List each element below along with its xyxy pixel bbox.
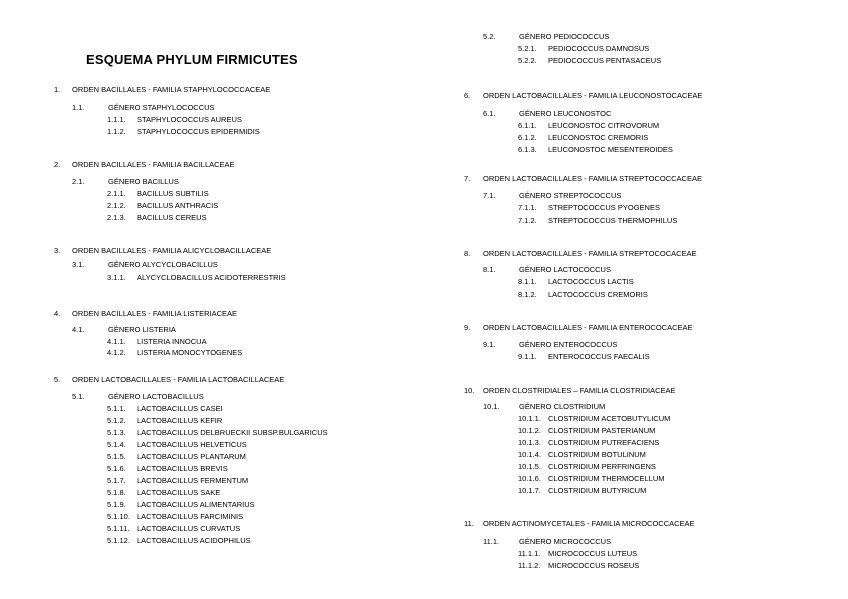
outline-text: STREPTOCOCCUS THERMOPHILUS (548, 216, 678, 225)
outline-number: 2.1. (72, 177, 85, 186)
outline-text: LACTOBACILLUS BREVIS (137, 464, 228, 473)
order-heading (54, 85, 271, 95)
species-item (107, 273, 286, 283)
outline-text: LACTOCOCCUS LACTIS (548, 277, 634, 286)
outline-text: ORDEN BACILLALES - FAMILIA STAPHYLOCOCCACEAE (72, 85, 271, 94)
outline-number: 1.1.2. (107, 127, 126, 136)
order-heading (464, 323, 693, 333)
outline-text: LACTOBACILLUS HELVETICUS (137, 440, 247, 449)
species-item (518, 414, 671, 424)
genus-heading (483, 402, 606, 412)
outline-number: 7.1. (483, 191, 496, 200)
outline-number: 2.1.1. (107, 189, 126, 198)
outline-number: 8.1. (483, 265, 496, 274)
species-item (107, 337, 207, 347)
outline-text: CLOSTRIDIUM BUTYRICUM (548, 486, 647, 495)
outline-text: ORDEN BACILLALES - FAMILIA LISTERIACEAE (72, 309, 238, 318)
outline-number: 11.1.1. (518, 549, 541, 558)
species-item (107, 488, 221, 498)
genus-heading (483, 109, 612, 119)
outline-number: 2.1.3. (107, 213, 126, 222)
outline-text: ORDEN LACTOBACILLALES - FAMILIA STREPTOCOCACEAE (483, 249, 697, 258)
outline-number: 8. (464, 249, 471, 258)
outline-text: CLOSTRIDIUM BOTULINUM (548, 450, 646, 459)
outline-text: ENTEROCOCCUS FAECALIS (548, 352, 650, 361)
species-item (107, 115, 242, 125)
outline-text: CLOSTRIDIUM PERFRINGENS (548, 462, 656, 471)
order-heading (464, 174, 702, 184)
outline-text: LACTOBACILLUS DELBRUECKII SUBSP.BULGARICUS (137, 428, 328, 437)
species-item (518, 203, 660, 213)
outline-number: 5.1.7. (107, 476, 126, 485)
outline-text: LEUCONOSTOC CREMORIS (548, 133, 649, 142)
species-item (518, 56, 662, 66)
outline-text: LEUCONOSTOC MESENTEROIDES (548, 145, 673, 154)
order-heading (54, 160, 235, 170)
species-item (107, 428, 328, 438)
outline-number: 10. (464, 386, 475, 395)
outline-number: 5.2.2. (518, 56, 537, 65)
genus-heading (72, 177, 179, 187)
order-heading (464, 386, 676, 396)
outline-number: 5.1.9. (107, 500, 126, 509)
outline-text: BACILLUS CEREUS (137, 213, 207, 222)
outline-number: 6.1.2. (518, 133, 537, 142)
outline-text: PEDIOCOCCUS DAMNOSUS (548, 44, 650, 53)
outline-number: 1.1. (72, 103, 85, 112)
outline-text: CLOSTRIDIUM THERMOCELLUM (548, 474, 665, 483)
outline-number: 5. (54, 375, 61, 384)
outline-text: CLOSTRIDIUM PASTERIANUM (548, 426, 656, 435)
outline-text: BACILLUS SUBTILIS (137, 189, 209, 198)
outline-text: GÉNERO PEDIOCOCCUS (519, 32, 610, 41)
outline-text: LACTOCOCCUS CREMORIS (548, 290, 648, 299)
outline-number: 5.1.1. (107, 404, 126, 413)
species-item (107, 476, 249, 486)
outline-number: 5.1.6. (107, 464, 126, 473)
genus-heading (72, 392, 204, 402)
genus-heading (483, 537, 612, 547)
outline-number: 5.1.5. (107, 452, 126, 461)
outline-text: LISTERIA INNOCUA (137, 337, 207, 346)
outline-text: GÉNERO CLOSTRIDIUM (519, 402, 606, 411)
outline-number: 2. (54, 160, 61, 169)
species-item (107, 189, 209, 199)
outline-text: LACTOBACILLUS CASEI (137, 404, 223, 413)
outline-number: 3.1.1. (107, 273, 126, 282)
outline-text: CLOSTRIDIUM ACETOBUTYLICUM (548, 414, 671, 423)
outline-number: 10.1. (483, 402, 500, 411)
species-item (518, 426, 656, 436)
outline-number: 9. (464, 323, 471, 332)
outline-number: 7. (464, 174, 471, 183)
outline-number: 8.1.1. (518, 277, 537, 286)
genus-heading (72, 103, 215, 113)
outline-text: CLOSTRIDIUM PUTREFACIENS (548, 438, 660, 447)
outline-number: 6.1.1. (518, 121, 537, 130)
species-item (518, 561, 640, 571)
outline-text: STAPHYLOCOCCUS EPIDERMIDIS (137, 127, 260, 136)
outline-text: GÉNERO ENTEROCOCCUS (519, 340, 618, 349)
outline-text: LISTERIA MONOCYTOGENES (137, 348, 243, 357)
order-heading (54, 375, 285, 385)
order-heading (54, 309, 238, 319)
outline-number: 5.1.10. (107, 512, 130, 521)
outline-text: MICROCOCCUS ROSEUS (548, 561, 640, 570)
outline-text: LACTOBACILLUS SAKE (137, 488, 221, 497)
outline-number: 6.1. (483, 109, 496, 118)
species-item (107, 464, 228, 474)
outline-text: LACTOBACILLUS PLANTARUM (137, 452, 246, 461)
outline-text: PEDIOCOCCUS PENTASACEUS (548, 56, 662, 65)
order-heading (464, 91, 703, 101)
outline-number: 5.2.1. (518, 44, 537, 53)
outline-number: 1.1.1. (107, 115, 126, 124)
outline-text: STAPHYLOCOCCUS AUREUS (137, 115, 242, 124)
genus-heading (483, 265, 611, 275)
species-item (518, 462, 656, 472)
outline-number: 5.1.4. (107, 440, 126, 449)
outline-text: GÉNERO LACTOBACILLUS (108, 392, 204, 401)
outline-text: ORDEN BACILLALES - FAMILIA ALICYCLOBACILLACEAE (72, 246, 272, 255)
outline-number: 10.1.7. (518, 486, 541, 495)
outline-text: LEUCONOSTOC CITROVORUM (548, 121, 660, 130)
outline-number: 11.1. (483, 537, 500, 546)
species-item (518, 133, 649, 143)
species-item (107, 512, 244, 522)
outline-number: 9.1. (483, 340, 496, 349)
outline-text: ORDEN LACTOBACILLALES - FAMILIA LACTOBACILLACEAE (72, 375, 285, 384)
outline-number: 5.2. (483, 32, 496, 41)
outline-text: GÉNERO BACILLUS (108, 177, 179, 186)
outline-number: 10.1.5. (518, 462, 541, 471)
order-heading (464, 249, 697, 259)
outline-text: ORDEN BACILLALES - FAMILIA BACILLACEAE (72, 160, 235, 169)
outline-number: 5.1. (72, 392, 85, 401)
species-item (107, 404, 223, 414)
species-item (518, 216, 678, 226)
species-item (518, 486, 647, 496)
outline-text: STREPTOCOCCUS PYOGENES (548, 203, 660, 212)
species-item (107, 500, 255, 510)
outline-text: LACTOBACILLUS CURVATUS (137, 524, 241, 533)
outline-number: 10.1.3. (518, 438, 541, 447)
species-item (107, 440, 247, 450)
outline-number: 7.1.1. (518, 203, 537, 212)
outline-number: 4.1.1. (107, 337, 126, 346)
genus-heading (72, 260, 218, 270)
outline-number: 10.1.1. (518, 414, 541, 423)
species-item (107, 452, 246, 462)
outline-text: MICROCOCCUS LUTEUS (548, 549, 638, 558)
outline-text: GÉNERO MICROCOCCUS (519, 537, 612, 546)
outline-text: GÉNERO STREPTOCOCCUS (519, 191, 622, 200)
species-item (518, 450, 646, 460)
outline-text: ORDEN LACTOBACILLALES - FAMILIA LEUCONOSTOCACEAE (483, 91, 703, 100)
outline-number: 9.1.1. (518, 352, 537, 361)
outline-number: 11. (464, 519, 474, 528)
genus-heading (483, 32, 610, 42)
outline-text: GÉNERO STAPHYLOCOCCUS (108, 103, 215, 112)
species-item (518, 549, 638, 559)
outline-text: ORDEN CLOSTRIDIALES – FAMILIA CLOSTRIDIACEAE (483, 386, 676, 395)
outline-text: LACTOBACILLUS KEFIR (137, 416, 223, 425)
species-item (518, 290, 648, 300)
outline-text: LACTOBACILLUS FARCIMINIS (137, 512, 244, 521)
outline-text: LACTOBACILLUS ALIMENTARIUS (137, 500, 255, 509)
species-item (107, 201, 219, 211)
outline-number: 5.1.12. (107, 536, 130, 545)
outline-number: 4.1.2. (107, 348, 126, 357)
species-item (518, 474, 665, 484)
outline-number: 5.1.11. (107, 524, 130, 533)
species-item (518, 277, 634, 287)
species-item (107, 416, 223, 426)
outline-text: LACTOBACILLUS FERMENTUM (137, 476, 249, 485)
species-item (518, 121, 660, 131)
outline-number: 10.1.6. (518, 474, 541, 483)
outline-number: 6. (464, 91, 471, 100)
outline-number: 5.1.3. (107, 428, 126, 437)
outline-text: ALYCYCLOBACILLUS ACIDOTERRESTRIS (137, 273, 286, 282)
outline-text: GÉNERO LACTOCOCCUS (519, 265, 611, 274)
species-item (107, 348, 243, 358)
outline-number: 3. (54, 246, 61, 255)
species-item (518, 145, 673, 155)
outline-number: 4.1. (72, 325, 85, 334)
outline-number: 7.1.2. (518, 216, 537, 225)
outline-number: 8.1.2. (518, 290, 537, 299)
outline-number: 2.1.2. (107, 201, 126, 210)
outline-text: ORDEN ACTINOMYCETALES - FAMILIA MICROCOCCACEAE (483, 519, 695, 528)
outline-number: 6.1.3. (518, 145, 537, 154)
outline-number: 4. (54, 309, 61, 318)
outline-number: 1. (54, 85, 61, 94)
outline-text: LACTOBACILLUS ACIDOPHILUS (137, 536, 251, 545)
order-heading (54, 246, 272, 256)
species-item (518, 438, 660, 448)
genus-heading (72, 325, 176, 335)
outline-number: 3.1. (72, 260, 85, 269)
outline-number: 11.1.2. (518, 561, 541, 570)
species-item (107, 536, 251, 546)
outline-text: BACILLUS ANTHRACIS (137, 201, 219, 210)
outline-text: ORDEN LACTOBACILLALES - FAMILIA STREPTOCOCCACEAE (483, 174, 702, 183)
outline-number: 5.1.8. (107, 488, 126, 497)
outline-number: 10.1.4. (518, 450, 541, 459)
species-item (518, 44, 650, 54)
outline-text: GÉNERO LEUCONOSTOC (519, 109, 612, 118)
genus-heading (483, 191, 622, 201)
genus-heading (483, 340, 618, 350)
species-item (107, 524, 241, 534)
species-item (518, 352, 650, 362)
outline-number: 10.1.2. (518, 426, 541, 435)
outline-text: GÉNERO ALYCYCLOBACILLUS (108, 260, 218, 269)
species-item (107, 127, 260, 137)
outline-text: GÉNERO LISTERIA (108, 325, 176, 334)
outline-number: 5.1.2. (107, 416, 126, 425)
order-heading (464, 519, 695, 529)
outline-text: ORDEN LACTOBACILLALES - FAMILIA ENTEROCOCACEAE (483, 323, 693, 332)
species-item (107, 213, 207, 223)
document-title: ESQUEMA PHYLUM FIRMICUTES (86, 52, 298, 67)
